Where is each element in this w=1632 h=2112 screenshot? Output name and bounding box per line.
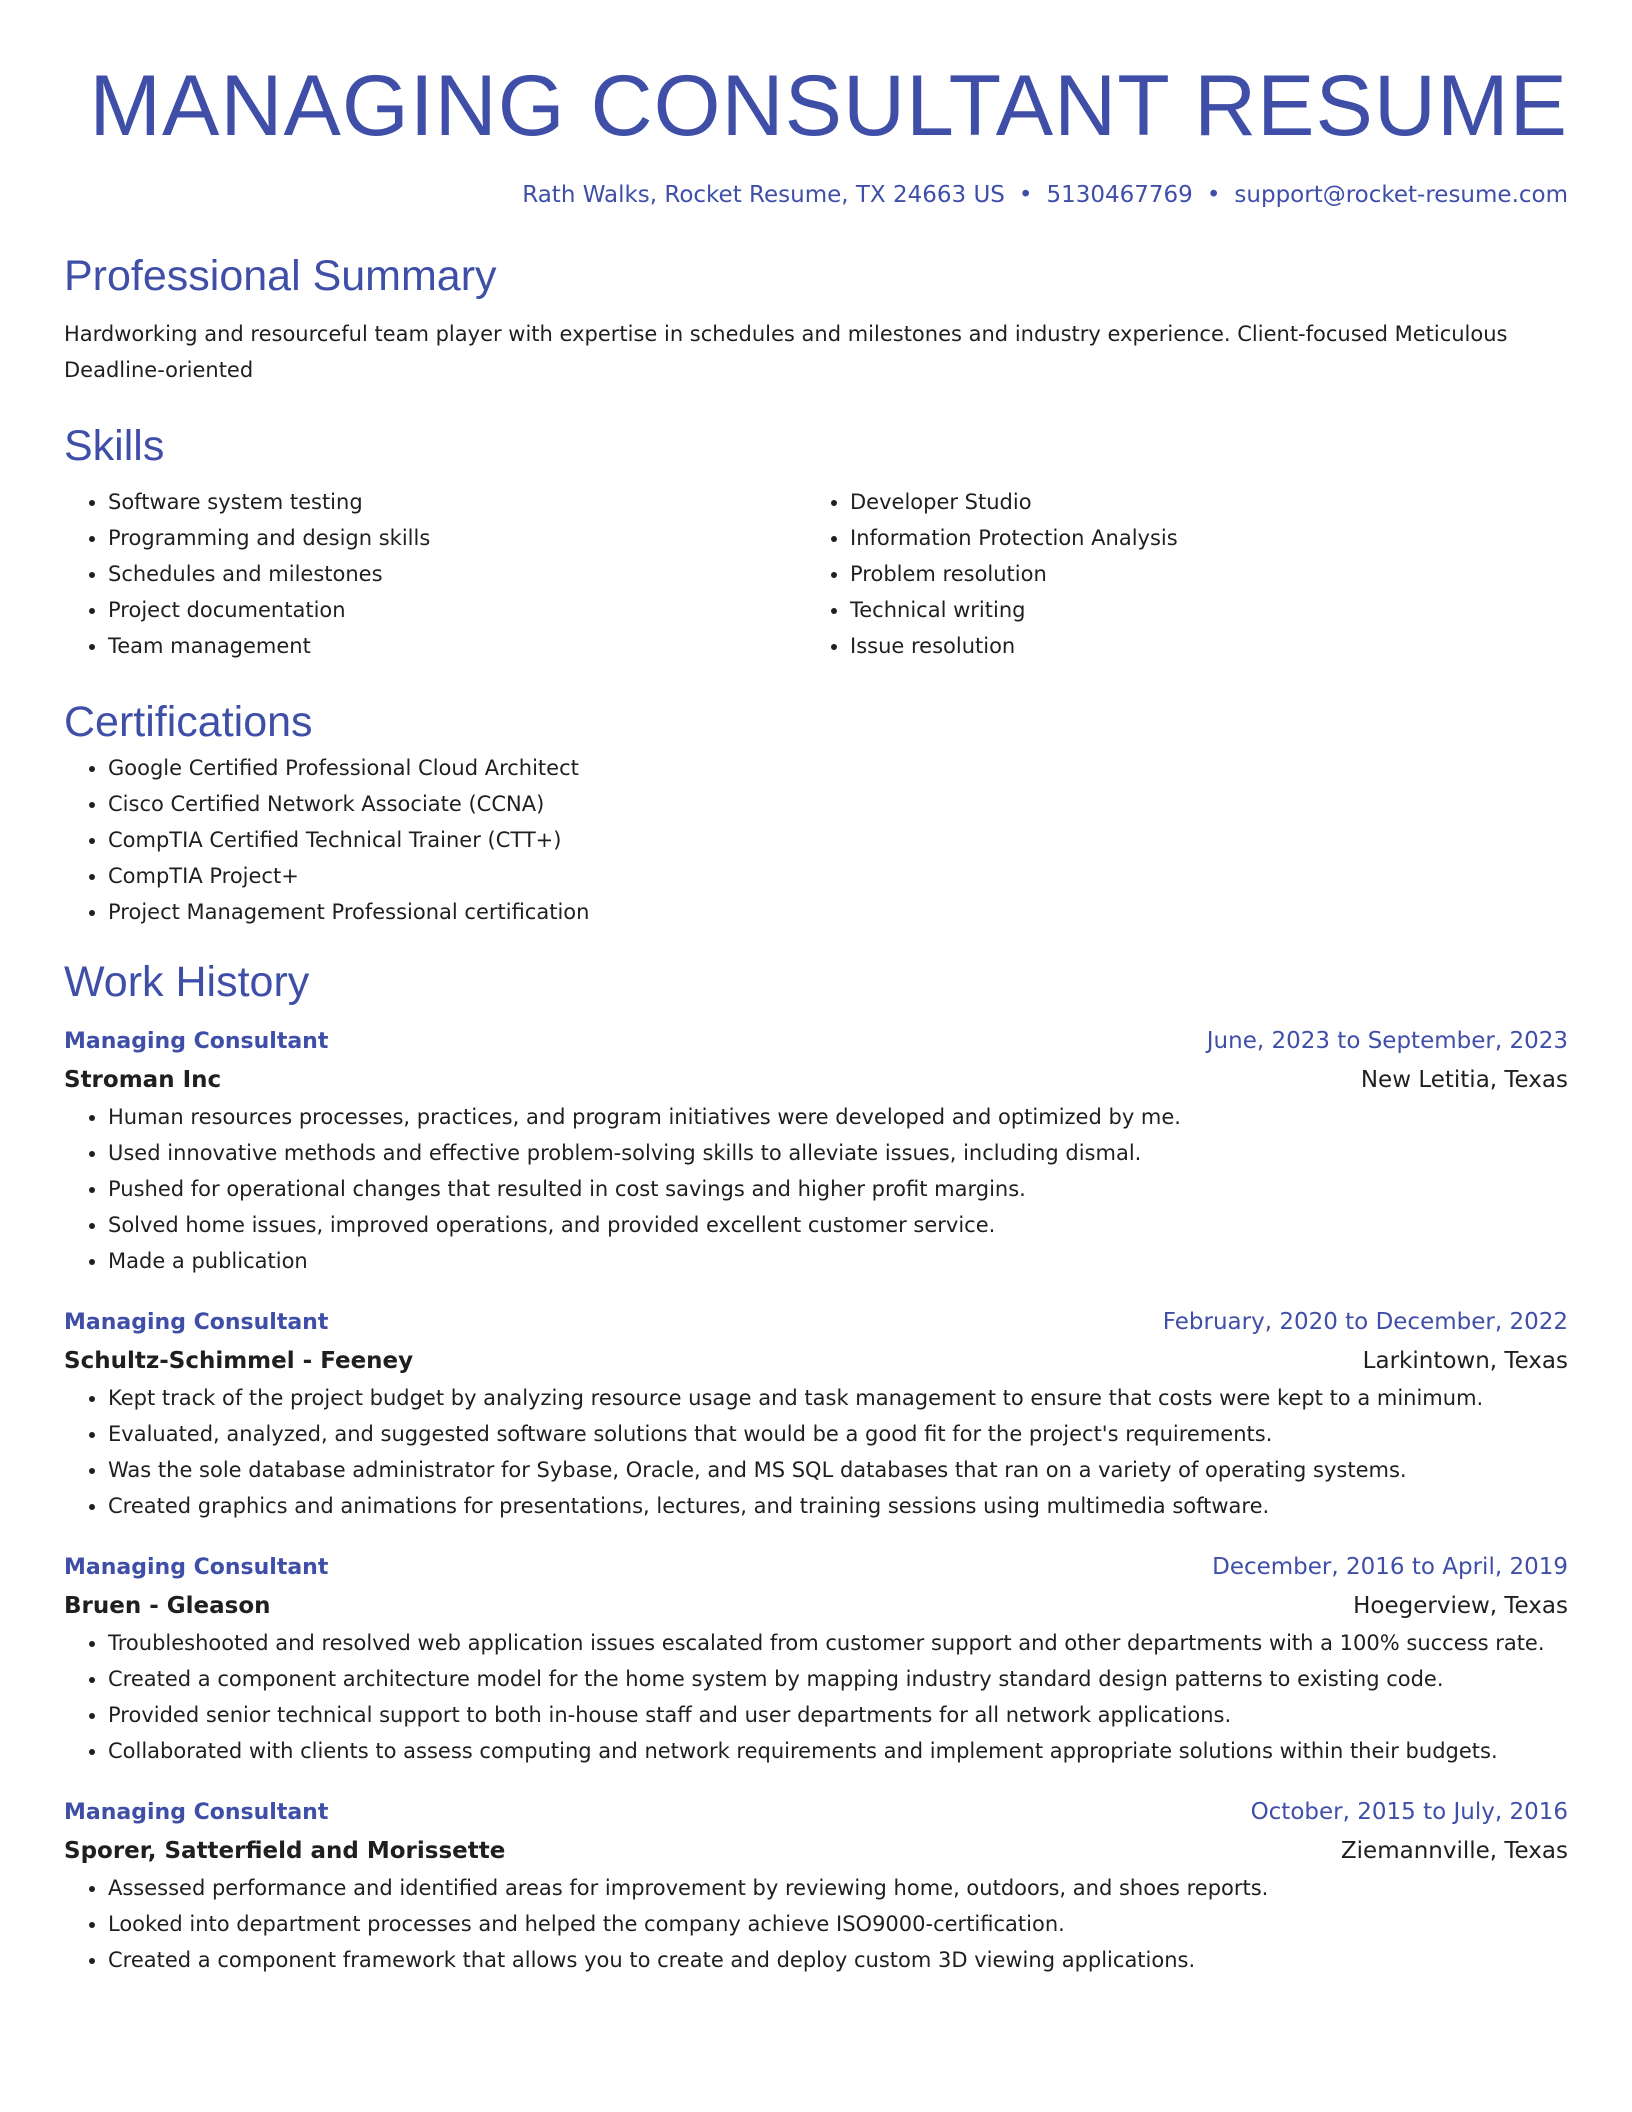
job-entry bbox=[64, 1793, 1568, 1978]
certification-item: • CompTIA Project+ bbox=[108, 858, 1568, 894]
job-bullet: • Looked into department processes and helped the company achieve ISO9000-certification. bbox=[108, 1906, 1568, 1942]
skills-grid bbox=[64, 484, 1568, 664]
job-company: Schultz-Schimmel - Feeney bbox=[64, 1348, 414, 1374]
job-company: Sporer, Satterfield and Morissette bbox=[64, 1838, 506, 1864]
job-bullet: • Created a component framework that allows you to create and deploy custom 3D viewing applications. bbox=[108, 1942, 1568, 1978]
job-dates: December, 2016 to April, 2019 bbox=[1212, 1554, 1568, 1580]
job-header-row bbox=[64, 1022, 1568, 1061]
job-company-row bbox=[64, 1832, 1568, 1870]
job-header-row bbox=[64, 1793, 1568, 1832]
job-location: Hoegerview, Texas bbox=[1353, 1593, 1568, 1619]
job-bullet: • Kept track of the project budget by analyzing resource usage and task management to ensure that costs were kept to a minimum. bbox=[108, 1380, 1568, 1416]
job-company-row bbox=[64, 1061, 1568, 1099]
certifications-list bbox=[64, 750, 1568, 930]
job-bullet: • Pushed for operational changes that resulted in cost savings and higher profit margins. bbox=[108, 1171, 1568, 1207]
skills-list-right bbox=[806, 484, 1548, 664]
skill-item: • Software system testing bbox=[108, 484, 806, 520]
contact-phone: 5130467769 bbox=[1046, 182, 1193, 208]
job-location: Larkintown, Texas bbox=[1362, 1348, 1568, 1374]
certifications-heading: Certifications bbox=[64, 698, 313, 746]
job-entry bbox=[64, 1022, 1568, 1279]
job-company: Bruen - Gleason bbox=[64, 1593, 271, 1619]
job-entry bbox=[64, 1548, 1568, 1769]
job-bullet: • Troubleshooted and resolved web application issues escalated from customer support and other departments with a 100% success rate. bbox=[108, 1625, 1568, 1661]
job-bullet: • Evaluated, analyzed, and suggested software solutions that would be a good fit for the project's requirements. bbox=[108, 1416, 1568, 1452]
contact-separator: • bbox=[1018, 182, 1033, 208]
job-bullets bbox=[64, 1870, 1568, 1978]
skill-item: • Information Protection Analysis bbox=[850, 520, 1548, 556]
skills-heading: Skills bbox=[64, 422, 165, 470]
job-title: Managing Consultant bbox=[64, 1800, 329, 1825]
job-dates: June, 2023 to September, 2023 bbox=[1206, 1028, 1568, 1054]
job-bullets bbox=[64, 1380, 1568, 1524]
job-bullet: • Human resources processes, practices, and program initiatives were developed and optimized by me. bbox=[108, 1099, 1568, 1135]
job-dates: February, 2020 to December, 2022 bbox=[1162, 1309, 1568, 1335]
contact-email: support@rocket-resume.com bbox=[1234, 182, 1568, 208]
summary-heading: Professional Summary bbox=[64, 252, 497, 300]
job-company-row bbox=[64, 1342, 1568, 1380]
skill-item: • Technical writing bbox=[850, 592, 1548, 628]
skill-item: • Problem resolution bbox=[850, 556, 1548, 592]
resume-header bbox=[64, 0, 1568, 210]
skill-item: • Issue resolution bbox=[850, 628, 1548, 664]
job-company-row bbox=[64, 1587, 1568, 1625]
job-title: Managing Consultant bbox=[64, 1029, 329, 1054]
certification-item: • Cisco Certified Network Associate (CCNA) bbox=[108, 786, 1568, 822]
job-dates: October, 2015 to July, 2016 bbox=[1250, 1799, 1568, 1825]
skill-item: • Schedules and milestones bbox=[108, 556, 806, 592]
contact-line bbox=[64, 180, 1568, 210]
resume-title: MANAGING CONSULTANT RESUME bbox=[89, 58, 1568, 154]
contact-address: Rath Walks, Rocket Resume, TX 24663 US bbox=[522, 182, 1005, 208]
job-bullet: • Used innovative methods and effective problem-solving skills to alleviate issues, including dismal. bbox=[108, 1135, 1568, 1171]
skill-item: • Project documentation bbox=[108, 592, 806, 628]
job-bullet: • Created graphics and animations for presentations, lectures, and training sessions using multimedia software. bbox=[108, 1488, 1568, 1524]
job-header-row bbox=[64, 1548, 1568, 1587]
contact-separator: • bbox=[1206, 182, 1221, 208]
summary-text: Hardworking and resourceful team player with expertise in schedules and milestones and industry experience. Client-focused Meticulous Deadline-oriented bbox=[64, 322, 1508, 382]
job-bullet: • Was the sole database administrator for Sybase, Oracle, and MS SQL databases that ran on a variety of operating systems. bbox=[108, 1452, 1568, 1488]
certification-item: • Google Certified Professional Cloud Architect bbox=[108, 750, 1568, 786]
work-history-heading: Work History bbox=[64, 958, 310, 1006]
skill-item: • Developer Studio bbox=[850, 484, 1548, 520]
job-bullet: • Assessed performance and identified areas for improvement by reviewing home, outdoors, and shoes reports. bbox=[108, 1870, 1568, 1906]
job-bullet: • Made a publication bbox=[108, 1243, 1568, 1279]
job-bullet: • Collaborated with clients to assess computing and network requirements and implement appropriate solutions within their budgets. bbox=[108, 1733, 1568, 1769]
job-bullet: • Solved home issues, improved operations, and provided excellent customer service. bbox=[108, 1207, 1568, 1243]
job-location: New Letitia, Texas bbox=[1360, 1067, 1568, 1093]
certification-item: • Project Management Professional certification bbox=[108, 894, 1568, 930]
job-bullet: • Created a component architecture model for the home system by mapping industry standard design patterns to existing code. bbox=[108, 1661, 1568, 1697]
certification-item: • CompTIA Certified Technical Trainer (CTT+) bbox=[108, 822, 1568, 858]
job-title: Managing Consultant bbox=[64, 1555, 329, 1580]
job-header-row bbox=[64, 1303, 1568, 1342]
skill-item: • Team management bbox=[108, 628, 806, 664]
job-bullet: • Provided senior technical support to both in-house staff and user departments for all network applications. bbox=[108, 1697, 1568, 1733]
job-location: Ziemannville, Texas bbox=[1340, 1838, 1568, 1864]
job-entry bbox=[64, 1303, 1568, 1524]
job-title: Managing Consultant bbox=[64, 1310, 329, 1335]
job-bullets bbox=[64, 1625, 1568, 1769]
skills-list-left bbox=[64, 484, 806, 664]
skill-item: • Programming and design skills bbox=[108, 520, 806, 556]
job-bullets bbox=[64, 1099, 1568, 1279]
job-company: Stroman Inc bbox=[64, 1067, 222, 1093]
